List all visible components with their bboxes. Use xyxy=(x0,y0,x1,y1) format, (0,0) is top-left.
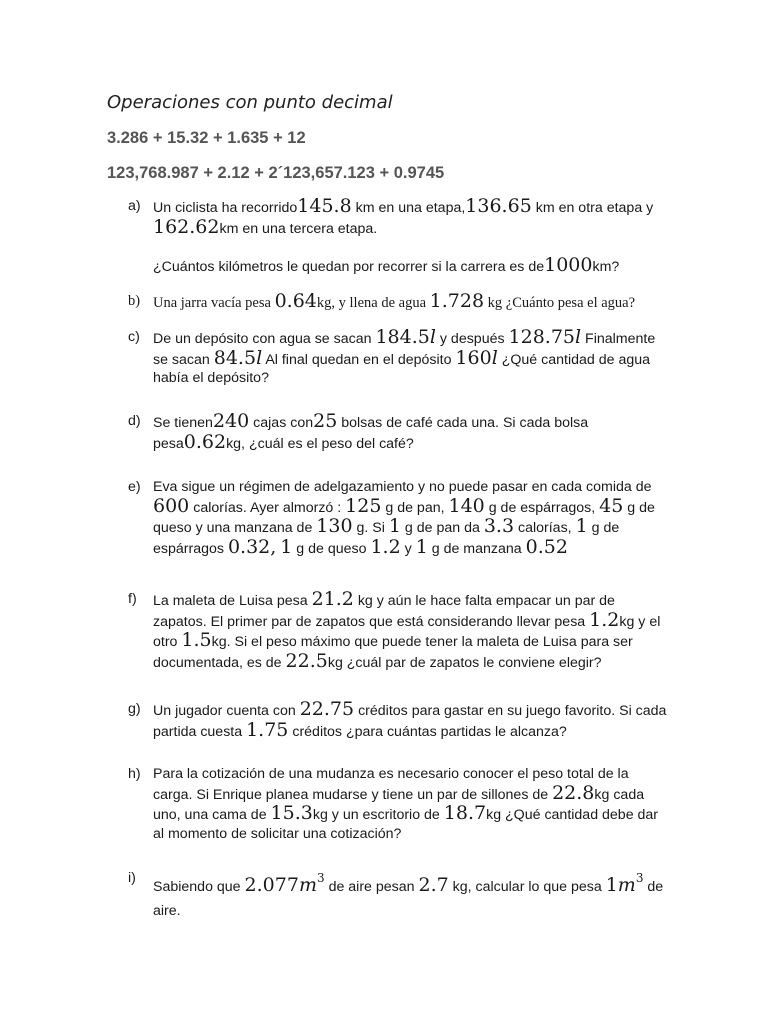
problem-text: La maleta de Luisa pesa 21.2 kg y aún le hace falta empacar un par de zapatos. El primer par de zapatos que está considerando llevar pesa 1.2kg y el otro 1.5kg. Si el peso máximo que puede tener la maleta de Luisa para ser documentada, es de 22.5kg ¿cuál par de zapatos le conviene elegir? xyxy=(153,588,661,672)
problem-label: b) xyxy=(128,293,141,309)
problem-label: a) xyxy=(128,198,141,214)
operation-2: 123,768.987 + 2.12 + 2´123,657.123 + 0.9745 xyxy=(107,164,445,182)
problem-label: e) xyxy=(128,479,141,495)
problem-text: Un ciclista ha recorrido145.8 km en una etapa,136.65 km en otra etapa y 162.62km en una tercera etapa. ¿Cuántos kilómetros le quedan por recorrer si la carrera es de1000km? xyxy=(153,195,654,276)
problem-text: Eva sigue un régimen de adelgazamiento y no puede pasar en cada comida de 600 calorías. Ayer almorzó : 125 g de pan, 140 g de espárragos, 45 g de queso y una manzana de 130 g. Si 1 g de pan da 3.3 calorías, 1 g de espárragos 0.32, 1 g de queso 1.2 y 1 g de manzana 0.52 xyxy=(153,479,655,558)
problem-label: h) xyxy=(128,766,141,782)
problem-text: Se tienen240 cajas con25 bolsas de café cada una. Si cada bolsa pesa0.62kg, ¿cuál es el peso del café? xyxy=(153,410,589,453)
problem-text: De un depósito con agua se sacan 184.5l y después 128.75l Finalmente se sacan 84.5l Al final quedan en el depósito 160l ¿Qué cantidad de agua había el depósito? xyxy=(153,326,656,386)
problem-label: g) xyxy=(128,701,141,717)
problem-text: Sabiendo que $2.077m^3$ de aire pesan 2.7 kg, calcular lo que pesa $1m^3$ de aire. xyxy=(153,871,664,919)
problem-text: Una jarra vacía pesa 0.64kg, y llena de agua 1.728 kg ¿Cuánto pesa el agua? xyxy=(153,290,636,312)
problem-text: Un jugador cuenta con 22.75 créditos para gastar en su juego favorito. Si cada partida cuesta 1.75 créditos ¿para cuántas partidas le alcanza? xyxy=(153,698,667,741)
problem-label: i) xyxy=(128,870,136,886)
problem-label: f) xyxy=(128,591,137,607)
problem-label: d) xyxy=(128,413,141,429)
problem-label: c) xyxy=(128,329,140,345)
operation-1: 3.286 + 15.32 + 1.635 + 12 xyxy=(107,129,306,147)
page-title: Operaciones con punto decimal xyxy=(107,92,393,113)
problem-text: Para la cotización de una mudanza es necesario conocer el peso total de la carga. Si Enrique planea mudarse y tiene un par de sillones de 22.8kg cada uno, una cama de 15.3kg y un escritorio de 18.7kg ¿Qué cantidad debe dar al momento de solicitar una cotización? xyxy=(153,766,659,842)
